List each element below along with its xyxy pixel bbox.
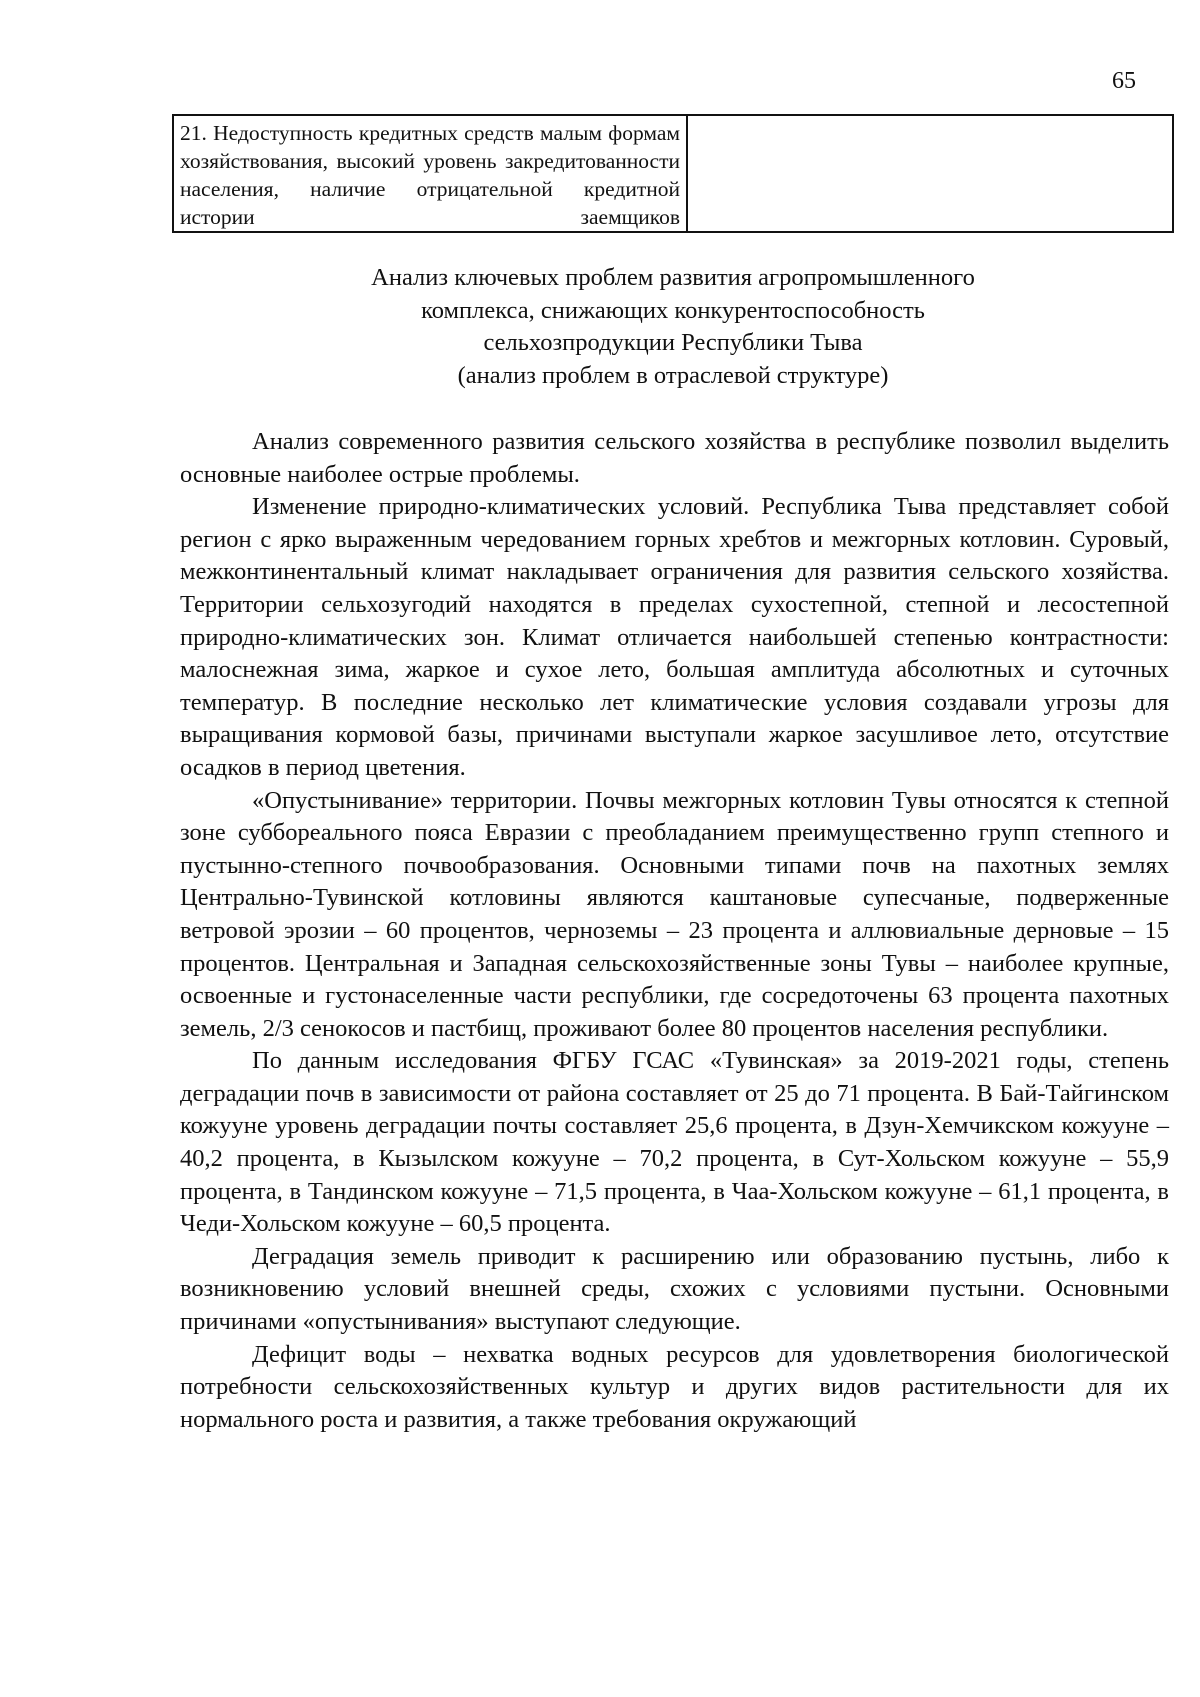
criteria-table	[172, 114, 1174, 233]
paragraph-5: Деградация земель приводит к расширению или образованию пустынь, либо к возникновению условий внешней среды, схожих с условиями пустыни. Основными причинами «опустынивания» выступают следующие.	[180, 1242, 1169, 1336]
heading-line-2: комплекса, снижающих конкурентоспособность	[421, 296, 925, 324]
criterion-text: 21. Недоступность кредитных средств малым формам хозяйствования, высокий уровень закредитованности населения, наличие отрицательной кредитной истории заемщиков	[180, 121, 680, 229]
section-heading	[172, 262, 1174, 392]
paragraph-4: По данным исследования ФГБУ ГСАС «Тувинская» за 2019-2021 годы, степень деградации почв в зависимости от района составляет от 25 до 71 процента. В Бай-Тайгинском кожууне уровень деградации почты составляет 25,6 процента, в Дзун-Хемчикском кожууне – 40,2 процента, в Кызылском кожууне – 70,2 процента, в Сут-Хольском кожууне – 55,9 процента, в Тандинском кожууне – 71,5 процента, в Чаа-Хольском кожууне – 61,1 процента, в Чеди-Хольском кожууне – 60,5 процента.	[180, 1047, 1169, 1238]
paragraph-1: Анализ современного развития сельского хозяйства в республике позволил выделить основные наиболее острые проблемы.	[180, 428, 1169, 488]
heading-line-4: (анализ проблем в отраслевой структуре)	[457, 361, 889, 389]
table-cell-value	[687, 115, 1173, 232]
paragraph-6: Дефицит воды – нехватка водных ресурсов для удовлетворения биологической потребности сельскохозяйственных культур и других видов растительности для их нормального роста и развития, а также требования окружающий	[180, 1340, 1169, 1433]
heading-line-1: Анализ ключевых проблем развития агропромышленного	[371, 264, 975, 291]
paragraph-3: «Опустынивание» территории. Почвы межгорных котловин Тувы относятся к степной зоне суббореального пояса Евразии с преобладанием преимущественно групп степного и пустынно-степного почвообразования. Основными типами почв на пахотных землях Центрально-Тувинской котловины являются каштановые супесчаные, подверженные ветровой эрозии – 60 процентов, черноземы – 23 процента и аллювиальные дерновые – 15 процентов. Центральная и Западная сельскохозяйственные зоны Тувы – наиболее крупные, освоенные и густонаселенные части республики, где сосредоточены 63 процента пахотных земель, 2/3 сенокосов и пастбищ, проживают более 80 процентов населения республики.	[180, 786, 1169, 1042]
table-row	[173, 115, 1173, 232]
page-number: 65	[1112, 68, 1136, 94]
body-text	[180, 426, 1169, 1436]
heading-line-3: сельхозпродукции Республики Тыва	[483, 329, 863, 356]
paragraph-2: Изменение природно-климатических условий. Республика Тыва представляет собой регион с ярко выраженным чередованием горных хребтов и межгорных котловин. Суровый, межконтинентальный климат накладывает ограничения для развития сельского хозяйства. Территории сельхозугодий находятся в пределах сухостепной, степной и лесостепной природно-климатических зон. Климат отличается наибольшей степенью контрастности: малоснежная зима, жаркое и сухое лето, большая амплитуда абсолютных и суточных температур. В последние несколько лет климатические условия создавали угрозы для выращивания кормовой базы, причинами выступали жаркое засушливое лето, отсутствие осадков в период цветения.	[180, 493, 1169, 781]
table-cell-criterion	[173, 115, 687, 232]
